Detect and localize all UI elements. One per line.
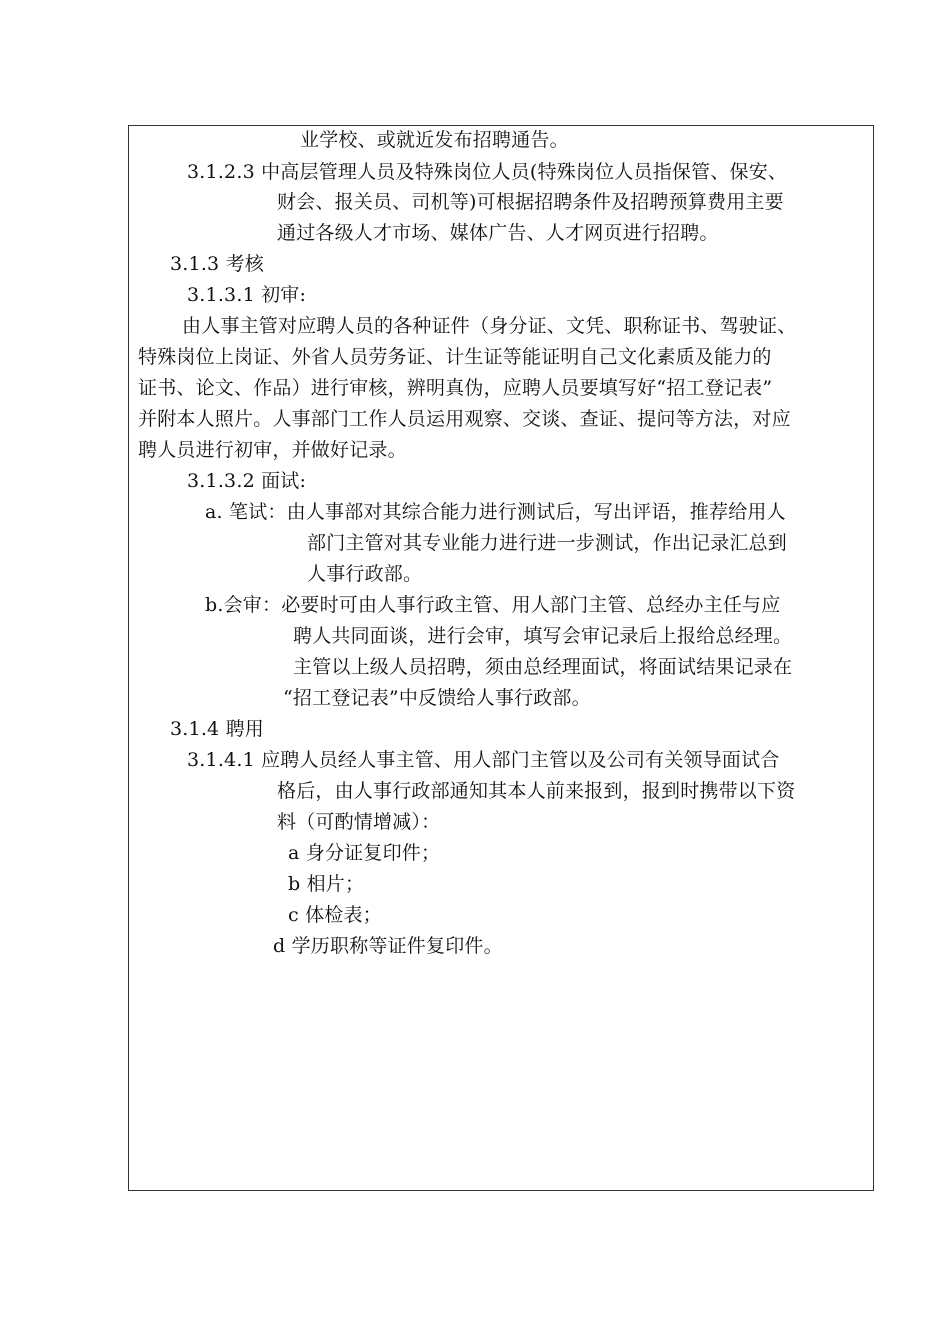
- list-item: d 学历职称等证件复印件。: [273, 935, 503, 957]
- section-heading: 3.1.3 考核: [170, 253, 264, 275]
- list-item: b.会审：必要时可由人事行政主管、用人部门主管、总经办主任与应: [205, 594, 781, 616]
- text-line: 3.1.2.3 中高层管理人员及特殊岗位人员(特殊岗位人员指保管、保安、: [187, 161, 788, 183]
- text-line: 人事行政部。: [307, 563, 423, 585]
- text-line: 料（可酌情增减）：: [277, 811, 441, 833]
- text-line: 主管以上级人员招聘，须由总经理面试，将面试结果记录在: [293, 656, 793, 678]
- subsection-heading: 3.1.3.2 面试:: [187, 470, 307, 492]
- text-line: 证书、论文、作品）进行审核，辨明真伪，应聘人员要填写好“招工登记表”: [138, 377, 773, 399]
- text-line: 聘人共同面谈，进行会审，填写会审记录后上报给总经理。: [293, 625, 793, 647]
- text-line: “招工登记表”中反馈给人事行政部。: [283, 687, 591, 709]
- list-item: a 身分证复印件；: [288, 842, 441, 864]
- list-item: a. 笔试：由人事部对其综合能力进行测试后，写出评语，推荐给用人: [205, 501, 786, 523]
- text-line: 业学校、或就近发布招聘通告。: [300, 129, 569, 151]
- list-item: b 相片；: [288, 873, 365, 895]
- text-line: 通过各级人才市场、媒体广告、人才网页进行招聘。: [277, 222, 719, 244]
- subsection-heading: 3.1.3.1 初审:: [187, 284, 307, 306]
- text-line: 聘人员进行初审，并做好记录。: [138, 439, 407, 461]
- text-line: 由人事主管对应聘人员的各种证件（身分证、文凭、职称证书、驾驶证、: [182, 315, 797, 337]
- text-line: 格后，由人事行政部通知其本人前来报到，报到时携带以下资: [277, 780, 796, 802]
- text-line: 财会、报关员、司机等)可根据招聘条件及招聘预算费用主要: [277, 191, 784, 213]
- section-heading: 3.1.4 聘用: [170, 718, 264, 740]
- text-line: 特殊岗位上岗证、外省人员劳务证、计生证等能证明自己文化素质及能力的: [138, 346, 772, 368]
- text-line: 3.1.4.1 应聘人员经人事主管、用人部门主管以及公司有关领导面试合: [187, 749, 780, 771]
- list-item: c 体检表；: [288, 904, 382, 926]
- text-line: 部门主管对其专业能力进行进一步测试，作出记录汇总到: [307, 532, 788, 554]
- text-line: 并附本人照片。人事部门工作人员运用观察、交谈、查证、提问等方法，对应: [138, 408, 791, 430]
